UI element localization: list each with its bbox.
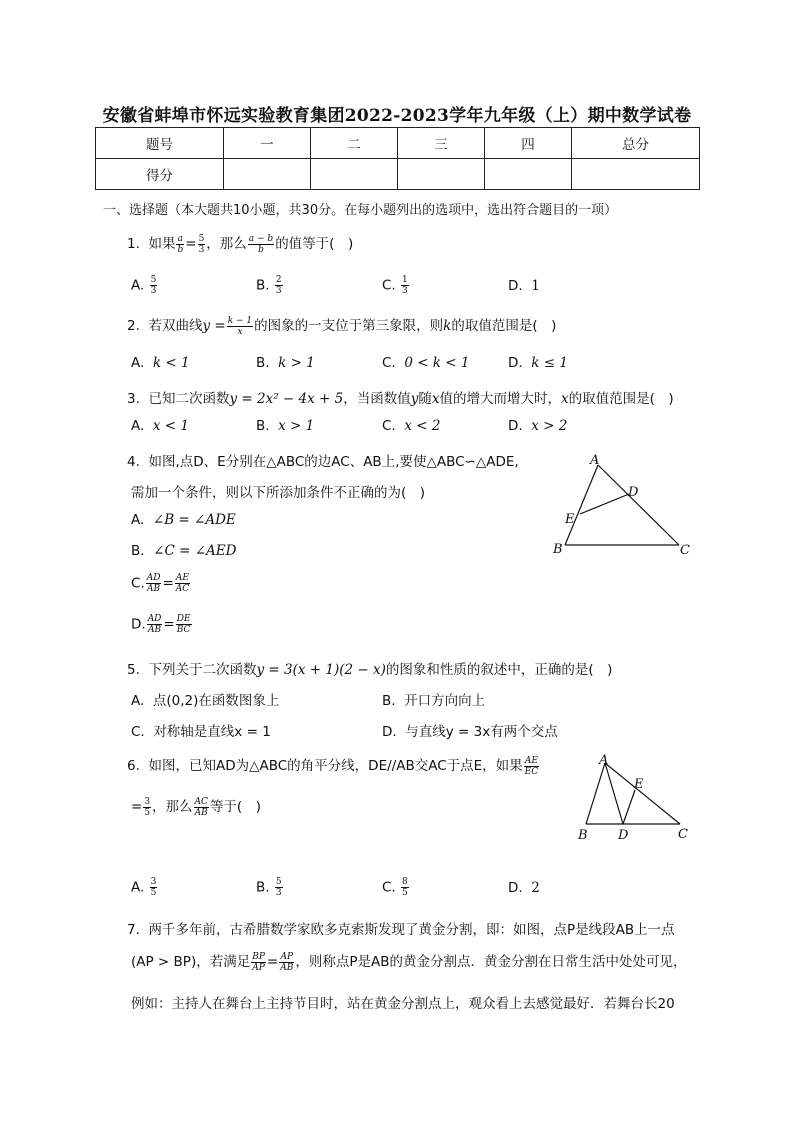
question-6-stem-line1: 6. 如图，已知AD为△ABC的角平分线，DE//AB交AC于点E，如果 $\frac{AE}{EC}$	[127, 755, 539, 777]
header-cell: 四	[485, 128, 572, 159]
vertex-label-a: A	[599, 753, 609, 768]
q4-option-a[interactable]: A. ∠B = ∠ADE	[131, 512, 236, 528]
q3-option-c[interactable]: C. x < 2	[382, 418, 441, 434]
fraction: $\frac{a - b}{b}$	[248, 233, 274, 255]
score-row-label: 得分	[96, 159, 224, 190]
q1-option-d[interactable]: D. 1	[508, 278, 540, 294]
q6-triangle-figure	[572, 750, 697, 845]
score-cell	[311, 159, 398, 190]
score-table	[95, 127, 700, 190]
question-6-stem-line2: = $\frac{3}{5}$ ，那么 $\frac{AC}{AB}$ 等于( )	[131, 796, 261, 818]
vertex-label-a: A	[590, 453, 600, 468]
segment-DE	[623, 790, 635, 824]
score-cell	[485, 159, 572, 190]
q2-option-c[interactable]: C. 0 < k < 1	[382, 355, 470, 371]
q5-option-d[interactable]: D. 与直线y = 3x有两个交点	[382, 724, 558, 740]
header-cell: 题号	[96, 128, 224, 159]
question-2-stem: 2. 若双曲线y = $\frac{k - 1}{x}$ 的图象的一支位于第三象限，则k的取值范围是( )	[127, 315, 557, 337]
question-7-stem-line3: 例如：主持人在舞台上主持节目时，站在黄金分割点上，观众看上去感觉最好．若舞台长20	[131, 996, 675, 1012]
q5-option-c[interactable]: C. 对称轴是直线x = 1	[131, 724, 271, 740]
vertex-label-b: B	[553, 542, 563, 557]
vertex-label-c: C	[678, 827, 688, 842]
question-7-stem-line1: 7. 两千多年前，古希腊数学家欧多克索斯发现了黄金分割，即：如图，点P是线段AB上一点	[127, 922, 675, 938]
question-number: 5.	[127, 662, 140, 678]
q2-option-a[interactable]: A. k < 1	[131, 355, 190, 371]
q3-option-a[interactable]: A. x < 1	[131, 418, 189, 434]
side-AC	[598, 465, 679, 545]
question-number: 7.	[127, 922, 140, 938]
header-cell: 三	[398, 128, 485, 159]
score-table-score-row	[96, 159, 700, 190]
q3-option-d[interactable]: D. x > 2	[508, 418, 568, 434]
question-5-stem: 5. 下列关于二次函数y = 3(x + 1)(2 − x)的图象和性质的叙述中，正确的是( )	[127, 662, 613, 678]
header-cell: 一	[224, 128, 311, 159]
question-number: 1.	[127, 236, 140, 252]
q6-option-a[interactable]: A. $\frac{3}{5}$	[131, 877, 157, 898]
question-number: 3.	[127, 391, 140, 407]
q2-option-b[interactable]: B. k > 1	[256, 355, 315, 371]
question-1-stem	[127, 232, 353, 255]
question-number: 4.	[127, 454, 140, 470]
score-table-header-row	[96, 128, 700, 159]
question-4-stem-line1: 4. 如图,点D、E分别在△ABC的边AC、AB上,要使△ABC∽△ADE,	[127, 454, 519, 470]
score-cell	[398, 159, 485, 190]
header-cell: 二	[311, 128, 398, 159]
q4-option-b[interactable]: B. ∠C = ∠AED	[131, 543, 237, 559]
q3-option-b[interactable]: B. x > 1	[256, 418, 315, 434]
q1-option-b[interactable]: B. $\frac{2}{3}$	[256, 275, 282, 296]
point-label-d: D	[618, 828, 629, 843]
q6-option-c[interactable]: C. $\frac{8}{5}$	[382, 877, 408, 898]
side-AB	[565, 465, 598, 545]
segment-AD	[605, 763, 623, 824]
question-7-stem-line2: (AP > BP)，若满足 $\frac{BP}{AP}$ = $\frac{AP}{AB}$ ，则称点P是AB的黄金分割点．黄金分割在日常生活中处处可见，	[131, 951, 687, 973]
question-number: 2.	[127, 318, 140, 334]
q4-triangle-figure	[548, 448, 698, 563]
score-cell	[572, 159, 700, 190]
text: =	[185, 236, 197, 252]
q2-option-d[interactable]: D. k ≤ 1	[508, 355, 568, 371]
point-label-e: E	[634, 777, 644, 792]
question-3-stem: 3. 已知二次函数y = 2x² − 4x + 5，当函数值y随x值的增大而增大时，x的取值范围是( )	[127, 391, 674, 407]
fraction: $\frac{a}{b}$	[177, 233, 184, 255]
q1-option-a[interactable]: A. $\frac{5}{3}$	[131, 275, 157, 296]
exam-title: 安徽省蚌埠市怀远实验教育集团2022-2023学年九年级（上）期中数学试卷	[102, 106, 692, 126]
text: 的值等于( )	[275, 236, 354, 252]
vertex-label-b: B	[578, 828, 588, 843]
q6-option-d[interactable]: D. 2	[508, 880, 540, 896]
score-cell	[224, 159, 311, 190]
q5-option-b[interactable]: B. 开口方向向上	[382, 693, 486, 709]
segment-DE	[580, 494, 629, 514]
point-label-e: E	[565, 512, 575, 527]
question-4-stem-line2: 需加一个条件，则以下所添加条件不正确的为( )	[131, 485, 426, 501]
text: ，那么	[206, 236, 247, 252]
q6-option-b[interactable]: B. $\frac{5}{3}$	[256, 877, 282, 898]
header-cell: 总分	[572, 128, 700, 159]
q4-option-c[interactable]: C. $\frac{AD}{AB}$ = $\frac{AE}{AC}$	[131, 573, 190, 594]
side-AC	[605, 763, 680, 824]
fraction: $\frac{5}{3}$	[198, 233, 205, 255]
q4-option-d[interactable]: D. $\frac{AD}{AB}$ = $\frac{DE}{BC}$	[131, 614, 191, 635]
text: 如果	[148, 236, 176, 252]
section-heading: 一、选择题（本大题共10小题，共30分。在每小题列出的选项中，选出符合题目的一项）	[103, 203, 618, 218]
q5-option-a[interactable]: A. 点(0,2)在函数图象上	[131, 693, 280, 709]
vertex-label-c: C	[680, 543, 690, 558]
q1-option-c[interactable]: C. $\frac{1}{3}$	[382, 275, 408, 296]
point-label-d: D	[628, 485, 639, 500]
side-AB	[586, 763, 605, 824]
question-number: 6.	[127, 758, 140, 774]
